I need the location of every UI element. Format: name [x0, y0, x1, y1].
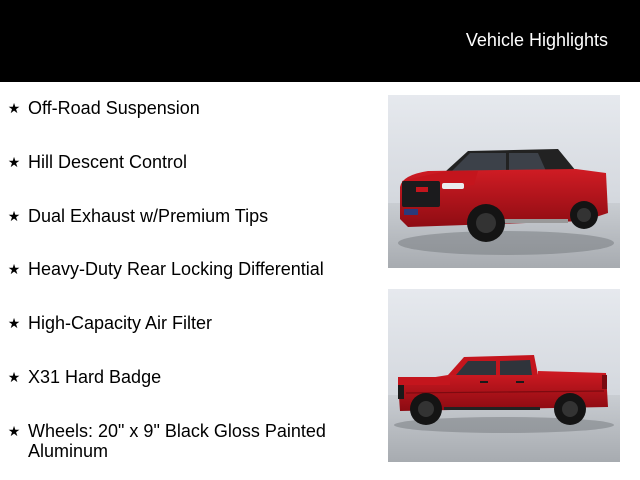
feature-label: X31 Hard Badge — [28, 367, 162, 387]
star-icon: ★ — [7, 154, 21, 170]
list-item — [0, 313, 380, 333]
list-item — [0, 98, 380, 118]
feature-label: Dual Exhaust w/Premium Tips — [28, 206, 269, 226]
list-item — [0, 421, 380, 461]
list-item — [0, 206, 380, 226]
star-icon: ★ — [7, 100, 21, 116]
feature-label: High-Capacity Air Filter — [28, 313, 213, 333]
star-icon: ★ — [7, 261, 21, 277]
feature-label: Wheels: 20" x 9" Black Gloss Painted Aluminum — [28, 421, 326, 461]
feature-label: Heavy-Duty Rear Locking Differential — [28, 259, 324, 279]
star-icon: ★ — [7, 423, 21, 439]
star-icon: ★ — [7, 208, 21, 224]
list-item — [0, 367, 380, 387]
list-item — [0, 152, 380, 172]
star-icon: ★ — [7, 369, 21, 385]
feature-label: Off-Road Suspension — [28, 98, 200, 118]
list-item — [0, 259, 380, 279]
page-title: Vehicle Highlights — [465, 30, 608, 50]
feature-label: Hill Descent Control — [28, 152, 188, 172]
star-icon: ★ — [7, 315, 21, 331]
vehicle-photo-front-quarter — [388, 95, 620, 268]
vehicle-photo-side-profile — [388, 289, 620, 462]
header-bar — [0, 0, 640, 82]
